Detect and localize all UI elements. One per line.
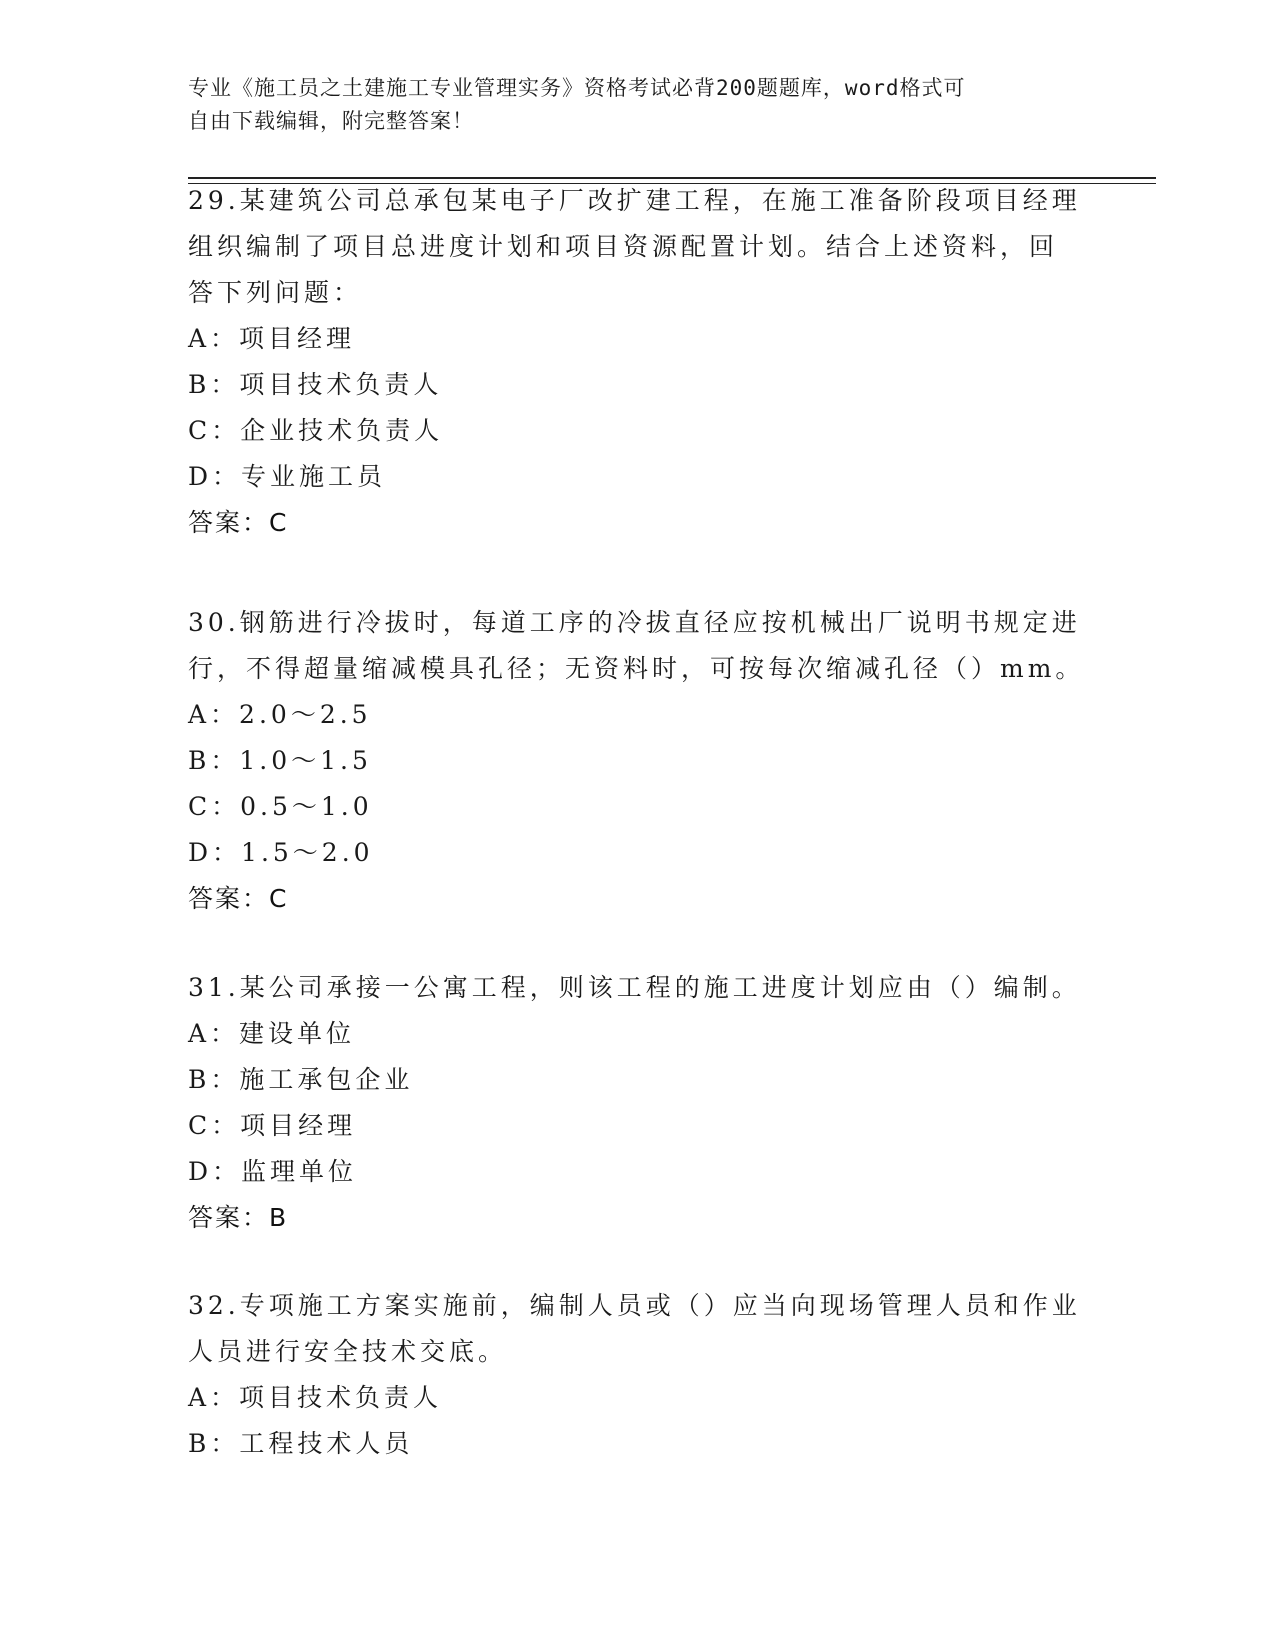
question-stem-line: 29.某建筑公司总承包某电子厂改扩建工程，在施工准备阶段项目经理 (188, 186, 1081, 215)
option-d: D：专业施工员 (188, 462, 387, 491)
question-32 (188, 1283, 1088, 1467)
option-c: C：项目经理 (188, 1111, 357, 1140)
option-b: B：1.0～1.5 (188, 746, 372, 775)
header-line-2: 自由下载编辑，附完整答案！ (188, 109, 474, 133)
question-stem-line: 答下列问题： (188, 278, 363, 307)
question-stem-line: 30.钢筋进行冷拔时，每道工序的冷拔直径应按机械出厂说明书规定进 (188, 608, 1081, 637)
option-d: D：监理单位 (188, 1157, 358, 1186)
question-31 (188, 965, 1088, 1241)
question-stem-line: 32.专项施工方案实施前，编制人员或（）应当向现场管理人员和作业 (188, 1291, 1081, 1320)
header-line-1: 专业《施工员之土建施工专业管理实务》资格考试必背200题题库，word格式可 (188, 76, 966, 100)
question-stem-line: 组织编制了项目总进度计划和项目资源配置计划。结合上述资料，回 (188, 232, 1059, 261)
question-stem-line: 31.某公司承接一公寓工程，则该工程的施工进度计划应由（）编制。 (188, 973, 1081, 1002)
option-c: C：0.5～1.0 (188, 792, 373, 821)
question-29 (188, 178, 1088, 546)
question-stem-line: 行，不得超量缩减模具孔径；无资料时，可按每次缩减孔径（）mm。 (188, 654, 1085, 683)
option-c: C：企业技术负责人 (188, 416, 444, 445)
answer-line: 答案：B (188, 1203, 289, 1232)
option-a: A：2.0～2.5 (188, 700, 372, 729)
question-30 (188, 600, 1088, 922)
answer-line: 答案：C (188, 884, 289, 913)
answer-line: 答案：C (188, 508, 289, 537)
option-b: B：施工承包企业 (188, 1065, 414, 1094)
option-b: B：项目技术负责人 (188, 370, 443, 399)
option-a: A：建设单位 (188, 1019, 356, 1048)
question-stem-line: 人员进行安全技术交底。 (188, 1337, 508, 1366)
option-a: A：项目经理 (188, 324, 356, 353)
option-d: D：1.5～2.0 (188, 838, 374, 867)
document-header (188, 72, 1088, 138)
option-a: A：项目技术负责人 (188, 1383, 443, 1412)
option-b: B：工程技术人员 (188, 1429, 414, 1458)
